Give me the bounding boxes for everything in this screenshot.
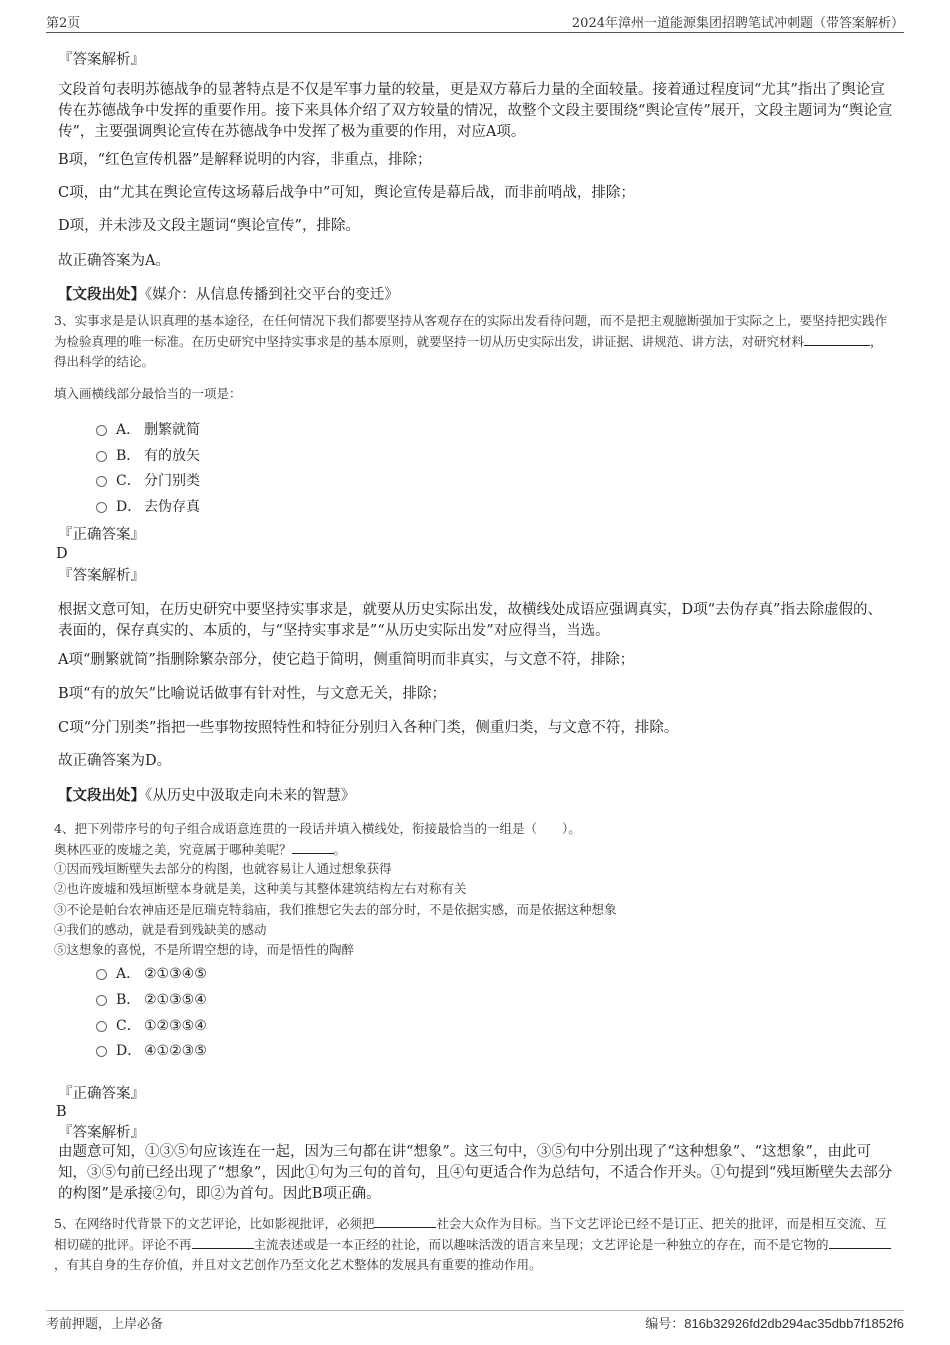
q3-analysis-a: A项“删繁就简”指删除繁杂部分，使它趋于简明，侧重简明而非真实，与文意不符，排除； — [58, 652, 635, 668]
q3-blank — [804, 331, 870, 346]
q3-analysis-label: 『答案解析』 — [58, 568, 145, 584]
q4-analysis-label: 『答案解析』 — [58, 1125, 145, 1141]
header-divider — [46, 32, 904, 33]
q3-option-b[interactable]: B． 有的放矢 — [96, 446, 200, 466]
q2-source — [58, 284, 894, 306]
q2-analysis-b: B项，“红色宣传机器”是解释说明的内容，非重点，排除； — [58, 152, 432, 168]
radio-icon[interactable] — [96, 1046, 107, 1057]
q2-source-title: 《媒介：从信息传播到社交平台的变迁》 — [145, 287, 399, 303]
q2-analysis-label: 『答案解析』 — [58, 52, 145, 68]
q4-option-d[interactable]: D． ④①②③⑤ — [96, 1041, 207, 1061]
radio-icon[interactable] — [96, 451, 107, 462]
q4-sentence-5: ⑤这想象的喜悦，不是所谓空想的诗，而是悟性的陶醉 — [54, 942, 355, 957]
q3-analysis-b: B项“有的放矢”比喻说话做事有针对性，与文意无关，排除； — [58, 686, 446, 702]
q2-analysis-main: 文段首句表明苏德战争的显著特点是不仅是军事力量的较量，更是双方幕后力量的全面较量。接着通过程度词“尤其”指出了舆论宣传在苏德战争中发挥的重要作用。接下来具体介绍了双方较量的情况，故整个文段主要围绕“舆论宣传”展开，文段主题词为“舆论宣传”，主要强调舆论宣传在苏德战争中发挥了极为重要的作用，对应A项。 — [58, 82, 893, 140]
q3-answer: D — [56, 546, 68, 562]
q4-blank — [292, 839, 334, 854]
page-footer — [46, 1313, 904, 1333]
footer-slogan: 考前押题，上岸必备 — [46, 1317, 164, 1332]
q4-option-c[interactable]: C． ①②③⑤④ — [96, 1016, 207, 1036]
q4-answer-label: 『正确答案』 — [58, 1086, 145, 1102]
q3-option-a[interactable]: A． 删繁就简 — [96, 420, 200, 440]
q3-answer-label: 『正确答案』 — [58, 527, 145, 543]
q2-analysis-c: C项，由“尤其在舆论宣传这场幕后战争中”可知，舆论宣传是幕后战，而非前哨战，排除； — [58, 185, 635, 201]
q5-blank-1 — [374, 1213, 436, 1228]
q4-sentence-3: ③不论是帕台农神庙还是厄瑞克特翁庙，我们推想它失去的部分时，不是依据实感，而是依据这种想象 — [54, 902, 617, 917]
q3-source — [58, 785, 894, 807]
q2-analysis-d: D项，并未涉及文段主题词“舆论宣传”，排除。 — [58, 218, 360, 234]
q4-analysis: 由题意可知，①③⑤句应该连在一起，因为三句都在讲“想象”。这三句中，③⑤句中分别出现了“这种想象”、“这想象”，由此可知，③⑤句前已经出现了“想象”，因此①句为三句的首句，且④句更适合作为总结句，不适合作开头。①句提到“残垣断壁失去部分的构图”是承接②句，即②为首句。因此B项正确。 — [58, 1144, 893, 1202]
q4-option-b[interactable]: B． ②①③⑤④ — [96, 990, 207, 1010]
radio-icon[interactable] — [96, 502, 107, 513]
radio-icon[interactable] — [96, 969, 107, 980]
q3-conclusion: 故正确答案为D。 — [58, 753, 172, 769]
q4-answer: B — [56, 1104, 67, 1120]
radio-icon[interactable] — [96, 1021, 107, 1032]
page-header — [46, 12, 904, 32]
q3-option-c[interactable]: C． 分门别类 — [96, 471, 200, 491]
q3-stem: 3、实事求是是认识真理的基本途径，在任何情况下我们都要坚持从客观存在的实际出发看待问题，而不是把主观臆断强加于实际之上，要坚持把实践作为检验真理的唯一标准。在历史研究中坚持实事求是的基本原则，就要坚持一切从历史实际出发，讲证据、讲规范、讲方法，对研究材料 ，得出科学的结论。 — [54, 313, 887, 369]
q2-conclusion: 故正确答案为A。 — [58, 253, 170, 269]
q3-option-d[interactable]: D． 去伪存真 — [96, 497, 200, 517]
q3-source-title: 《从历史中汲取走向未来的智慧》 — [145, 788, 356, 804]
page-number: 第2页 — [46, 16, 81, 31]
q5-blank-2 — [192, 1234, 254, 1249]
radio-icon[interactable] — [96, 425, 107, 436]
footer-divider — [46, 1310, 904, 1311]
q4-sentence-1: ①因而残垣断壁失去部分的构图，也就容易让人通过想象获得 — [54, 861, 392, 876]
q4-lead: 奥林匹亚的废墟之美，究竟属于哪种美呢？ 。 — [54, 839, 894, 860]
radio-icon[interactable] — [96, 995, 107, 1006]
footer-code: 编号：816b32926fd2db294ac35dbb7f1852f6 — [645, 1316, 904, 1332]
radio-icon[interactable] — [96, 476, 107, 487]
q4-stem: 4、把下列带序号的句子组合成语意连贯的一段话并填入横线处，衔接最恰当的一组是（ ）。 — [54, 821, 581, 836]
document-title: 2024年漳州一道能源集团招聘笔试冲刺题（带答案解析） — [571, 16, 904, 31]
q3-analysis-c: C项“分门别类”指把一些事物按照特性和特征分别归入各种门类，侧重归类，与文意不符，排除。 — [58, 720, 679, 736]
q4-option-a[interactable]: A． ②①③④⑤ — [96, 964, 207, 984]
q2-source-label: 【文段出处】 — [58, 286, 145, 303]
q3-source-label: 【文段出处】 — [58, 787, 145, 804]
q4-sentence-4: ④我们的感动，就是看到残缺美的感动 — [54, 922, 267, 937]
q5-stem: 5、在网络时代背景下的文艺评论，比如影视批评，必须把 社会大众作为目标。当下文艺评论已经不是订正、把关的批评，而是相互交流、互相切磋的批评。评论不再 主流表述或是一本正经的社论，而以趣味活泼的语言来呈现；文艺评论是一种独立的存在，而不是它物的，有其自身的生存价值，并且对文艺创作乃至文化艺术整体的发展具有重要的推动作用。 — [54, 1213, 894, 1275]
q3-instruction: 填入画横线部分最恰当的一项是： — [54, 386, 242, 401]
q3-analysis-main: 根据文意可知，在历史研究中要坚持实事求是，就要从历史实际出发，故横线处成语应强调真实，D项“去伪存真”指去除虚假的、表面的，保存真实的、本质的，与“坚持实事求是”“从历史实际出发”对应得当，当选。 — [58, 602, 882, 639]
q5-blank-3 — [829, 1234, 891, 1249]
q4-sentence-2: ②也许废墟和残垣断壁本身就是美，这种美与其整体建筑结构左右对称有关 — [54, 881, 467, 896]
